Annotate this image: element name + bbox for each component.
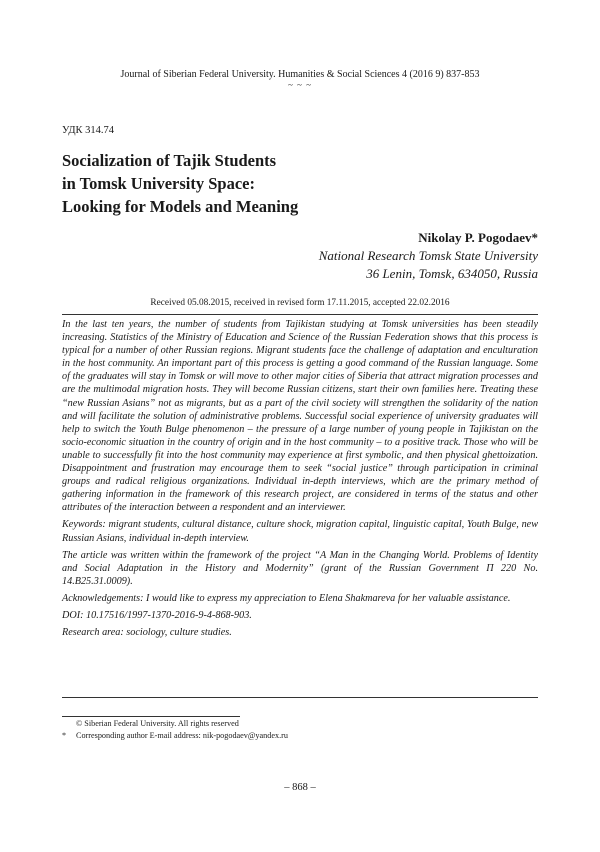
abstract-bottom-rule [62, 697, 538, 698]
author-block [319, 229, 538, 283]
author-affiliation: National Research Tomsk State University [318, 248, 538, 263]
footnotes [62, 718, 538, 742]
footnote-text: © Siberian Federal University. All rights reserved [76, 719, 239, 728]
header-ornament: ~ ~ ~ [287, 80, 313, 90]
footnote-corresponding [62, 730, 538, 742]
author-name: Nikolay P. Pogodaev* [418, 230, 538, 245]
title-line: Looking for Models and Meaning [62, 197, 299, 216]
footnote-copyright [62, 718, 538, 730]
article-title [62, 149, 502, 218]
project-note: The article was written within the framework of the project “A Man in the Changing World. Problems of Identity and Social Adaptation in the History and Modernity” (grant of the Russian Government П 220 No. 14.B25.31.0009). [62, 549, 538, 587]
title-line: Socialization of Tajik Students [62, 151, 277, 170]
abstract-block [62, 318, 538, 643]
abstract-top-rule [62, 314, 538, 315]
journal-header: Journal of Siberian Federal University. Humanities & Social Sciences 4 (2016 9) 837-853 [120, 69, 480, 80]
footnote-mark: * [62, 731, 67, 740]
acknowledgements: Acknowledgements: I would like to express my appreciation to Elena Shakmareva for her valuable assistance. [62, 592, 511, 604]
abstract-text: In the last ten years, the number of students from Tajikistan studying at Tomsk universities has been steadily increasing. Statistics of the Ministry of Education and Science of the Russian Federation shows that this process is typical for a number of other Russian regions. Migrant students face the challenge of adaptation and enculturation in the host community. An important part of this process is getting a good command of the Russian language. Some of the graduates will stay in Tomsk or will move to other major cities of Siberia that attract migration processes and are the multimodal migration hosts. They will become Russian citizens, start their own families here. Treating these “new Russian Asians” not as migrants, but as a part of the civil society will strengthen the solidarity of the nation and will facilitate the solution of administrative problems. Successful social experience of university graduates will help to switch the Youth Bulge phenomenon – the pressure of a large number of young people in Tajikistan on the socio-economic situation in the country of origin and in the host community – to a positive track. Those who will be unable to successfully fit into the host community may experience at first symbolic, and then physical ghettoization. Disappointment and frustration may encourage them to seek “social justice” through participation in criminal groups and radical religious organizations. Individual in-depth interviews, which are the primary method of gathering information in the framework of this research project, are considered in terms of the status and other attributes of the interaction between a respondent and an interviewer. [62, 319, 538, 514]
footnote-mark [62, 718, 76, 730]
footnote-text: Corresponding author E-mail address: nik-pogodaev@yandex.ru [76, 731, 288, 740]
author-address: 36 Lenin, Tomsk, 634050, Russia [366, 266, 538, 281]
keywords: Keywords: migrant students, cultural distance, culture shock, migration capital, linguistic capital, Youth Bulge, new Russian Asians, individual in-depth interview. [62, 519, 538, 544]
title-line: in Tomsk University Space: [62, 174, 255, 193]
footnote-rule [62, 716, 240, 717]
research-area: Research area: sociology, culture studies. [62, 627, 232, 639]
doi: DOI: 10.17516/1997-1370-2016-9-4-868-903. [62, 609, 252, 621]
received-dates: Received 05.08.2015, received in revised form 17.11.2015, accepted 22.02.2016 [150, 298, 450, 308]
udk-code: УДК 314.74 [62, 125, 115, 136]
page-number: – 868 – [284, 782, 316, 793]
